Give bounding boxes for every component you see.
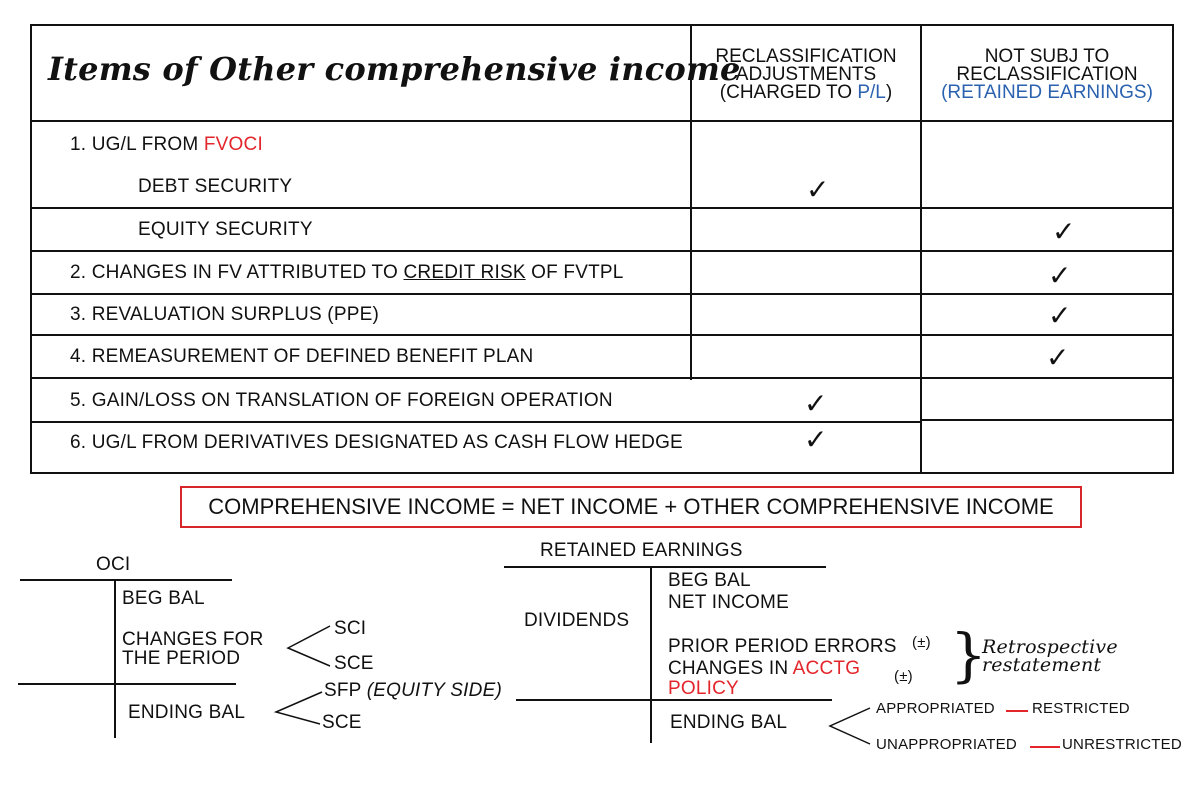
re-unrestricted: UNRESTRICTED [1062,736,1182,753]
row-4-label: 4. REMEASUREMENT OF DEFINED BENEFIT PLAN [70,346,534,367]
brace-icon: } [950,621,988,689]
oci-title: OCI [96,554,131,575]
col2-head-line1: NOT SUBJ TO [984,46,1110,67]
re-net-income: NET INCOME [668,592,789,613]
re-beg-bal: BEG BAL [668,570,751,591]
re-acctg: ACCTG [792,658,861,679]
oci-beg-bal: BEG BAL [122,588,205,609]
check-icon: ✓ [1046,341,1070,374]
row-2-text-a: 2. CHANGES IN FV ATTRIBUTED TO [70,262,404,283]
check-icon: ✓ [1048,259,1072,292]
row-1-text: 1. UG/L FROM [70,134,204,155]
col1-head-pl: P/L [857,82,886,103]
oci-sce-2: SCE [322,712,362,733]
oci-sci: SCI [334,618,367,639]
check-icon: ✓ [1052,215,1076,248]
col2-head-l3a: ( [941,82,948,103]
re-policy: POLICY [668,678,739,699]
col1-head-line2: ADJUSTMENTS [735,64,877,85]
check-icon: ✓ [804,387,828,420]
oci-equity-side: (EQUITY SIDE) [366,680,502,701]
row-6-label: 6. UG/L FROM DERIVATIVES DESIGNATED AS CASH FLOW HEDGE [70,432,683,453]
row-3-label: 3. REVALUATION SURPLUS (PPE) [70,304,379,325]
re-prior-errors: PRIOR PERIOD ERRORS [668,636,897,657]
re-dividends: DIVIDENDS [524,610,630,631]
re-retro-line1: Retrospective [982,636,1118,658]
oci-changes-line2: THE PERIOD [122,648,241,669]
row-2-credit-risk: CREDIT RISK [403,262,526,283]
re-restricted: RESTRICTED [1032,700,1130,717]
col1-head-l3c: ) [885,82,893,103]
row-1-debt: DEBT SECURITY [138,176,293,197]
table-title: Items of Other comprehensive income [48,50,741,88]
re-title: RETAINED EARNINGS [540,540,743,561]
check-icon: ✓ [1048,299,1072,332]
oci-sfp-text: SFP [324,680,362,701]
oci-changes-line1: CHANGES FOR [122,629,264,650]
re-ending-bal: ENDING BAL [670,712,788,733]
col1-head-l3a: (CHARGED TO [719,82,858,103]
re-changes-text: CHANGES IN [668,658,793,679]
col1-head-line1: RECLASSIFICATION [715,46,897,67]
re-appropriated: APPROPRIATED [876,700,995,717]
row-5-label: 5. GAIN/LOSS ON TRANSLATION OF FOREIGN OPERATION [70,390,613,411]
col2-head-line2: RECLASSIFICATION [956,64,1138,85]
oci-sce: SCE [334,653,374,674]
col2-head-retained: RETAINED EARNINGS [947,82,1147,103]
row-1-fvoci: FVOCI [203,134,263,155]
re-branch-ending [830,708,870,744]
re-pm-1: (±) [912,634,931,651]
re-unappropriated: UNAPPROPRIATED [876,736,1017,753]
oci-ending-bal: ENDING BAL [128,702,246,723]
formula-text: COMPREHENSIVE INCOME = NET INCOME + OTHER COMPREHENSIVE INCOME [208,494,1054,519]
re-pm-2: (±) [894,668,913,685]
check-icon: ✓ [804,423,828,456]
row-1-equity: EQUITY SECURITY [138,219,313,240]
row-2-text-c: OF FVTPL [525,262,624,283]
col2-head-l3c: ) [1146,82,1153,103]
check-icon: ✓ [806,173,830,206]
re-retro-line2: restatement [982,654,1102,676]
